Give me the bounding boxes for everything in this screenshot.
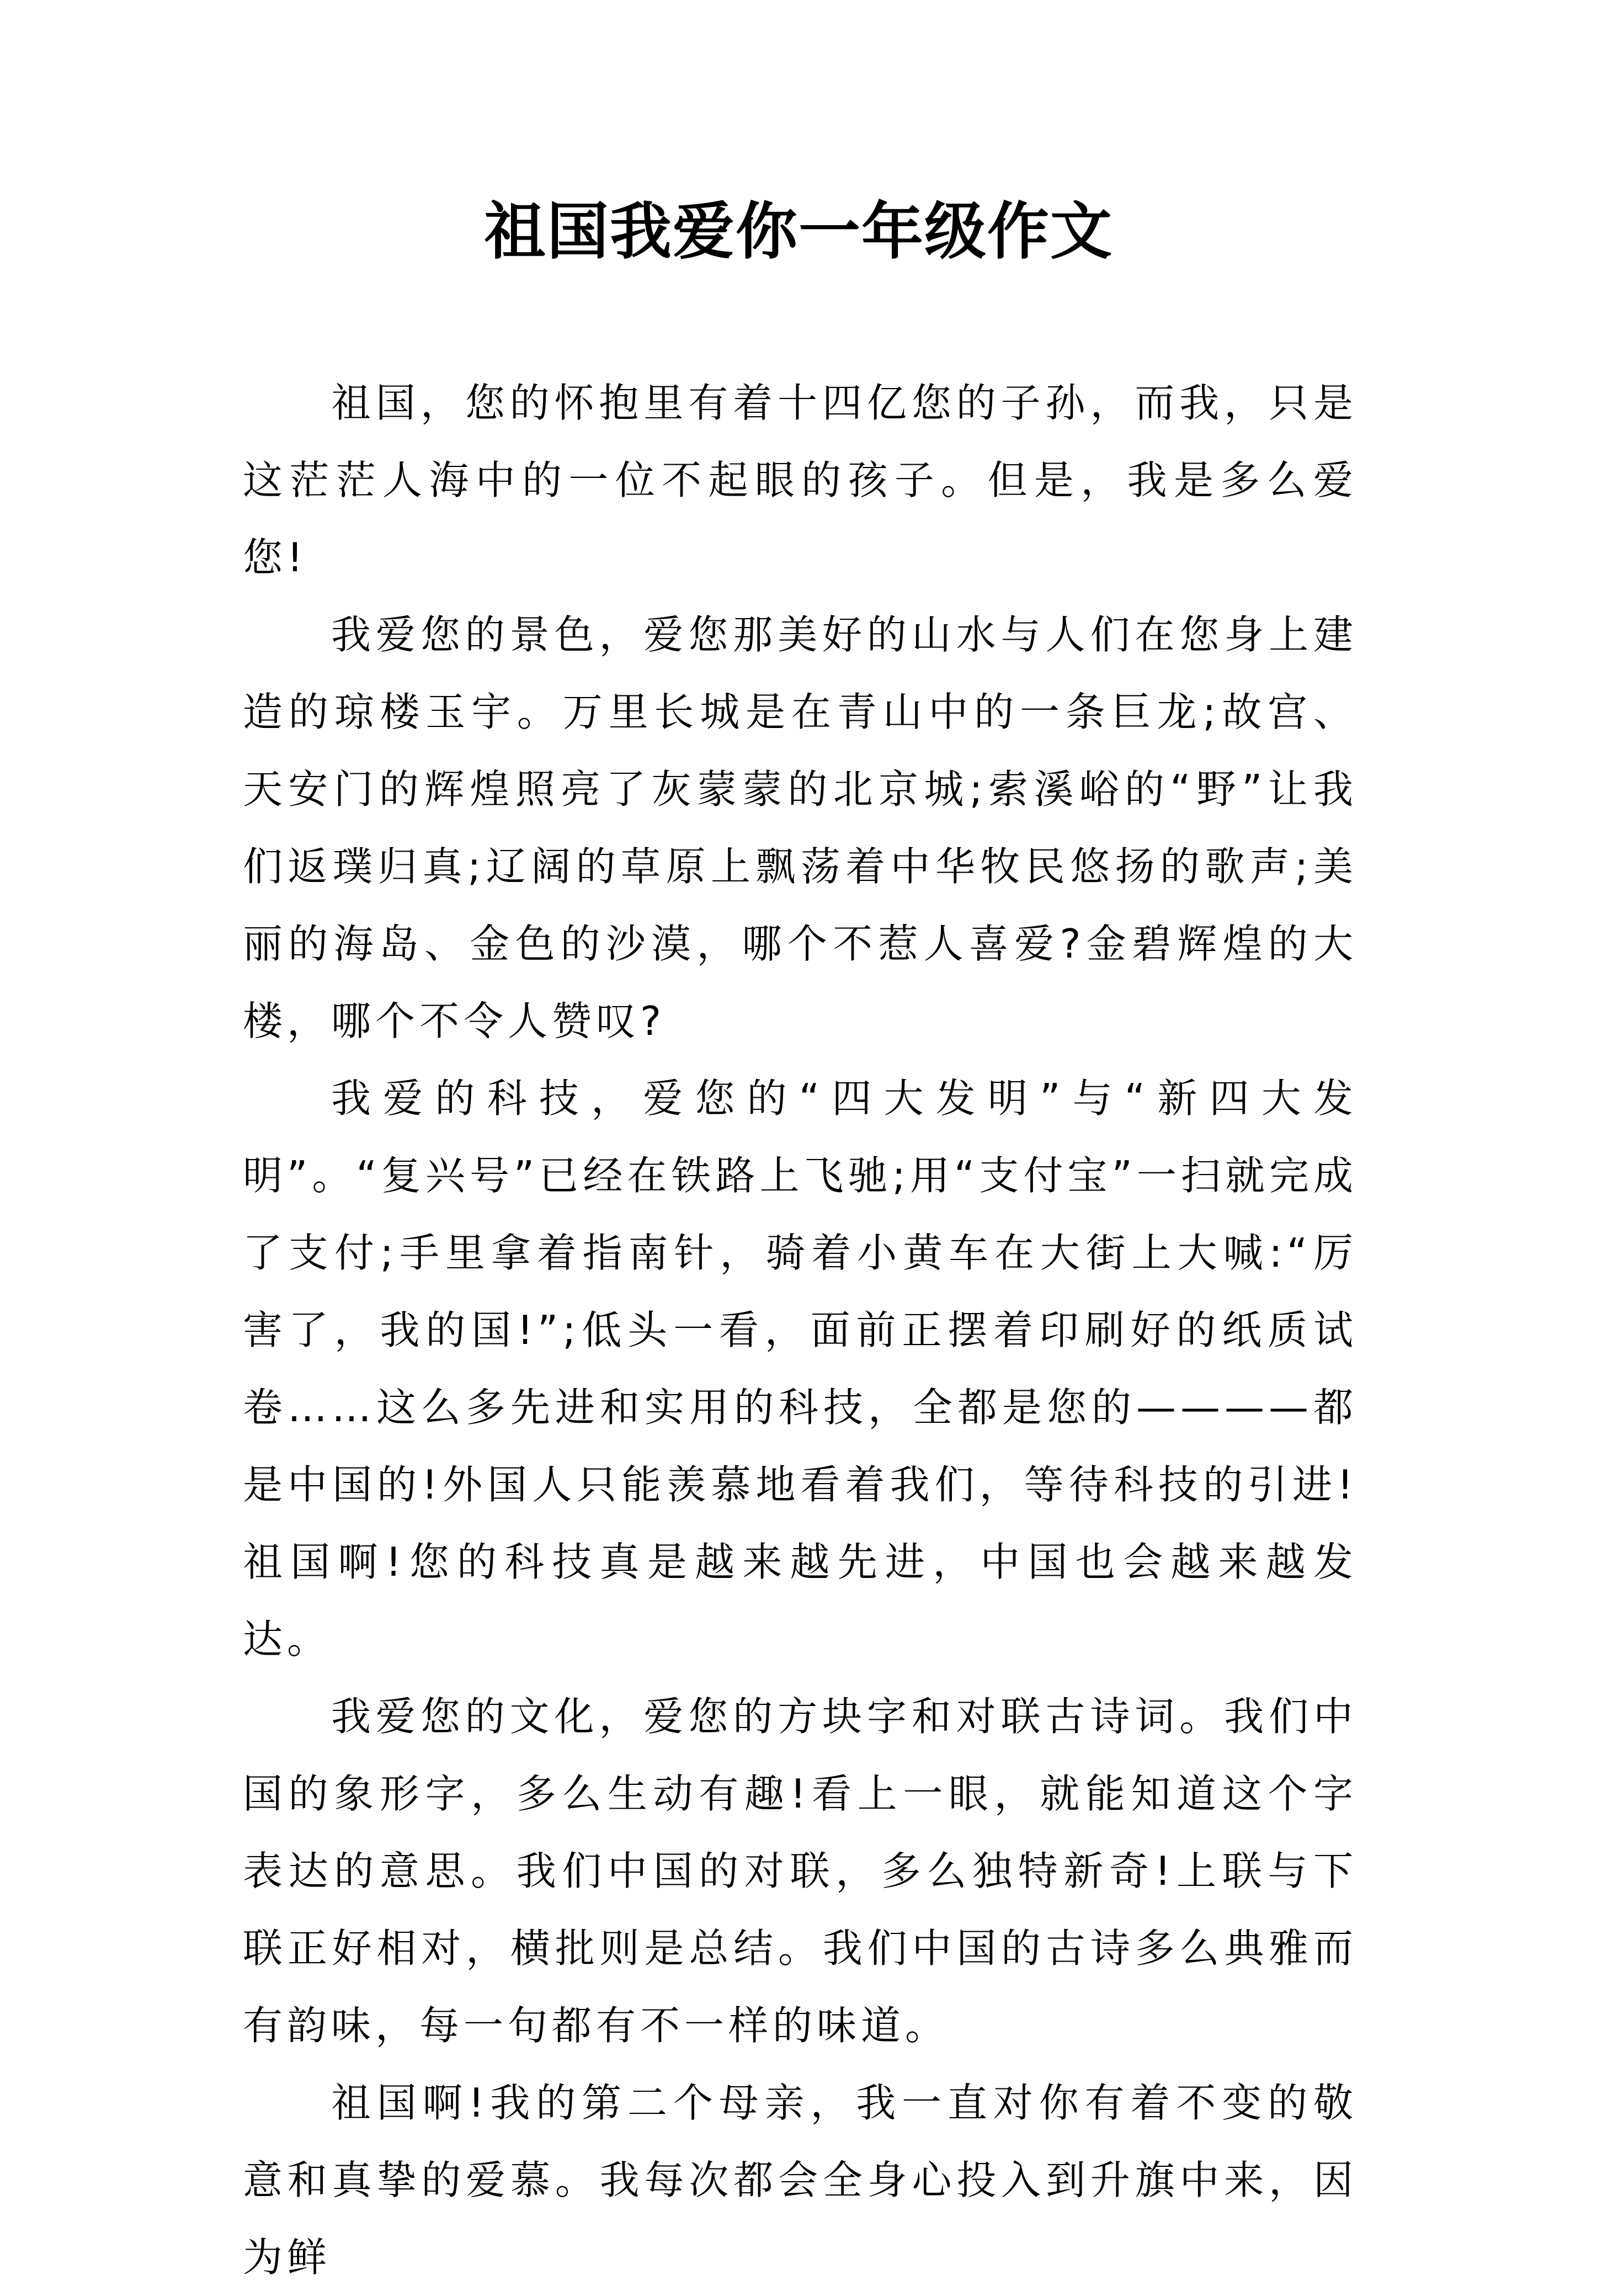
paragraph-2: 我爱您的景色，爱您那美好的山水与人们在您身上建造的琼楼玉宇。万里长城是在青山中的一条巨龙;故宫、天安门的辉煌照亮了灰蒙蒙的北京城;索溪峪的“野”让我们返璞归真;辽阔的草原上飘荡着中华牧民悠扬的歌声;美丽的海岛、金色的沙漠，哪个不惹人喜爱?金碧辉煌的大楼，哪个不令人赞叹? — [243, 612, 1358, 1044]
paragraph-5: 祖国啊!我的第二个母亲，我一直对你有着不变的敬意和真挚的爱慕。我每次都会全身心投入到升旗中来，因为鲜 — [243, 2080, 1358, 2281]
document-title: 祖国我爱你一年级作文 — [484, 195, 1113, 268]
document-body — [243, 364, 1358, 2296]
paragraph-3: 我爱的科技，爱您的“四大发明”与“新四大发明”。“复兴号”已经在铁路上飞驰;用“支付宝”一扫就完成了支付;手里拿着指南针，骑着小黄车在大街上大喊:“厉害了，我的国!”;低头一看，面前正摆着印刷好的纸质试卷……这么多先进和实用的科技，全都是您的————都是中国的!外国人只能羡慕地看着我们，等待科技的引进!祖国啊!您的科技真是越来越先进，中国也会越来越发达。 — [243, 1075, 1358, 1662]
paragraph-1: 祖国，您的怀抱里有着十四亿您的子孙，而我，只是这茫茫人海中的一位不起眼的孩子。但是，我是多么爱您! — [243, 380, 1358, 581]
paragraph-4: 我爱您的文化，爱您的方块字和对联古诗词。我们中国的象形字，多么生动有趣!看上一眼，就能知道这个字表达的意思。我们中国的对联，多么独特新奇!上联与下联正好相对，横批则是总结。我们中国的古诗多么典雅而有韵味，每一句都有不一样的味道。 — [243, 1693, 1358, 2049]
